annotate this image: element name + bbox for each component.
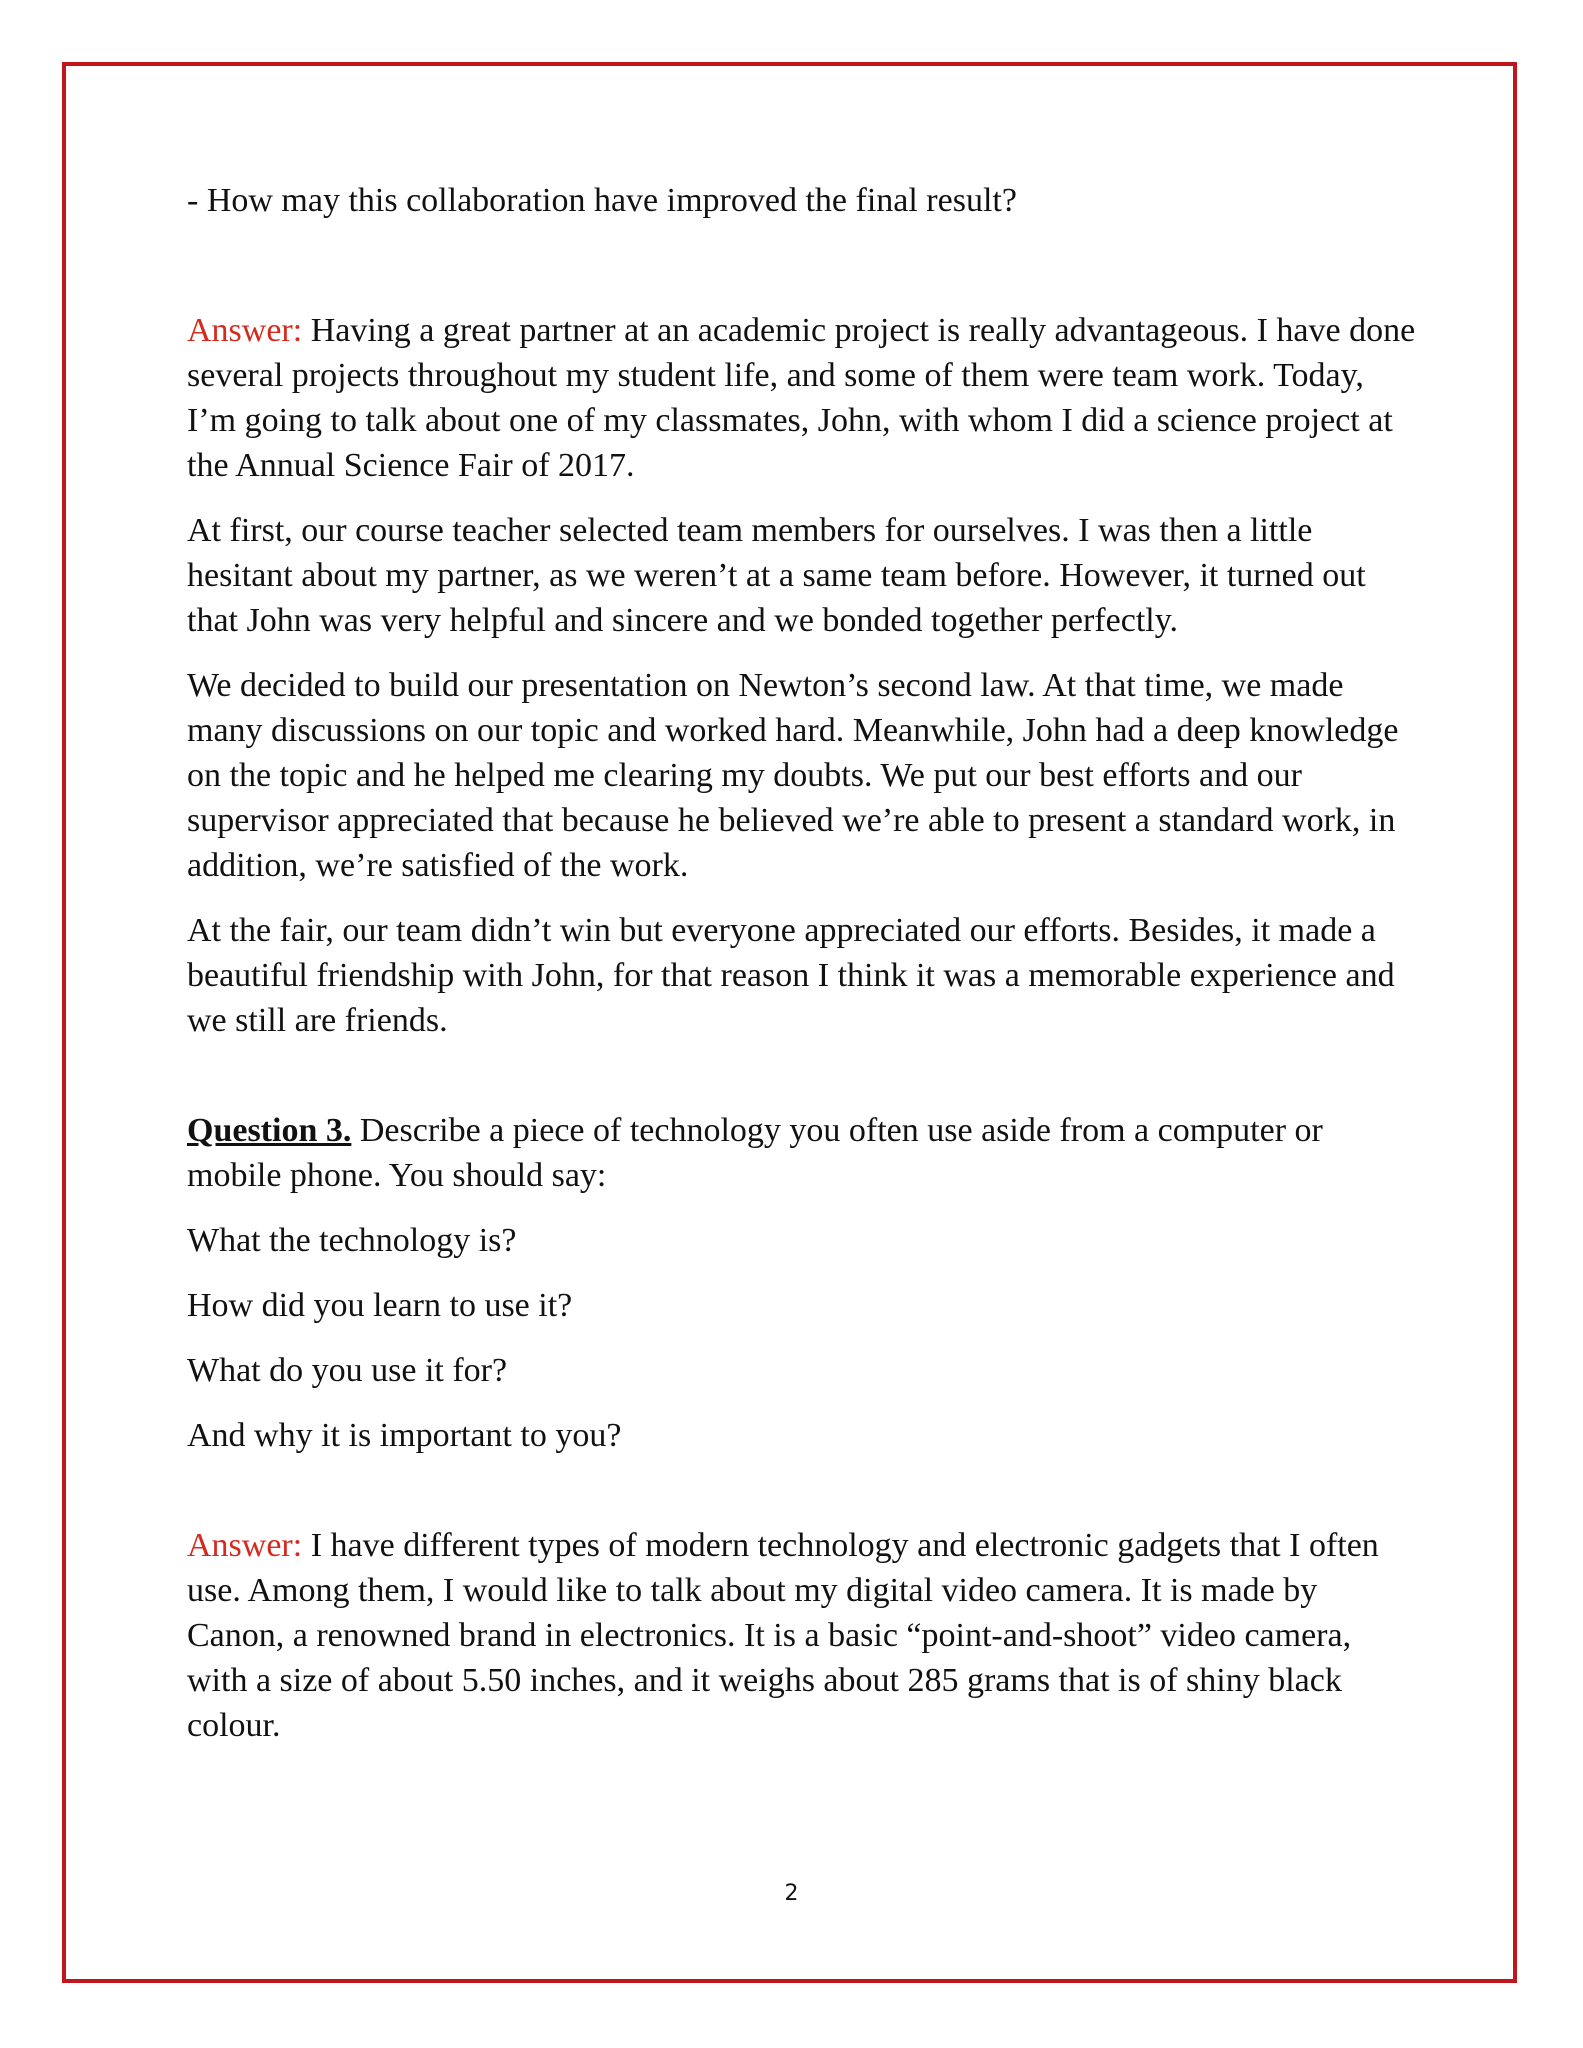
answer-label: Answer:	[187, 1527, 303, 1564]
question-3-sub-3: What do you use it for?	[187, 1352, 508, 1389]
answer-2-paragraph-2: At first, our course teacher selected team members for ourselves. I was then a little hesitant about my partner, as we weren’t at a same team before. However, it turned out that John was very helpful and sincere and we bonded together perfectly.	[187, 512, 1366, 639]
question-3-sub-1: What the technology is?	[187, 1222, 517, 1259]
answer-2-paragraph-1-text: Having a great partner at an academic project is really advantageous. I have done several projects throughout my student life, and some of them were team work. Today, I’m going to talk about one of my classmates, John, with whom I did a science project at the Annual Science Fair of 2017.	[187, 312, 1416, 484]
question-3-sub-2: How did you learn to use it?	[187, 1287, 573, 1324]
question-3-sub-4: And why it is important to you?	[187, 1417, 622, 1454]
answer-label: Answer:	[187, 312, 303, 349]
answer-2-paragraph-3: We decided to build our presentation on Newton’s second law. At that time, we made many discussions on our topic and worked hard. Meanwhile, John had a deep knowledge on the topic and he helped me clearing my doubts. We put our best efforts and our supervisor appreciated that because he believed we’re able to present a standard work, in addition, we’re satisfied of the work.	[187, 667, 1399, 884]
question-prompt: - How may this collaboration have improved the final result?	[187, 182, 1017, 219]
answer-3-paragraph-1-text: I have different types of modern technology and electronic gadgets that I often use. Among them, I would like to talk about my digital video camera. It is made by Canon, a renowned brand in electronics. It is a basic “point-and-shoot” video camera, with a size of about 5.50 inches, and it weighs about 285 grams that is of shiny black colour.	[187, 1527, 1379, 1744]
page-number: 2	[784, 1881, 799, 1906]
document-body	[187, 178, 1417, 1768]
question-3	[187, 1108, 1417, 1198]
answer-2-paragraph-1	[187, 308, 1417, 488]
answer-3-paragraph-1	[187, 1523, 1417, 1748]
question-3-label: Question 3.	[187, 1112, 352, 1149]
question-3-text: Describe a piece of technology you often use aside from a computer or mobile phone. You should say:	[187, 1112, 1323, 1194]
answer-2-paragraph-4: At the fair, our team didn’t win but everyone appreciated our efforts. Besides, it made a beautiful friendship with John, for that reason I think it was a memorable experience and we still are friends.	[187, 912, 1395, 1039]
